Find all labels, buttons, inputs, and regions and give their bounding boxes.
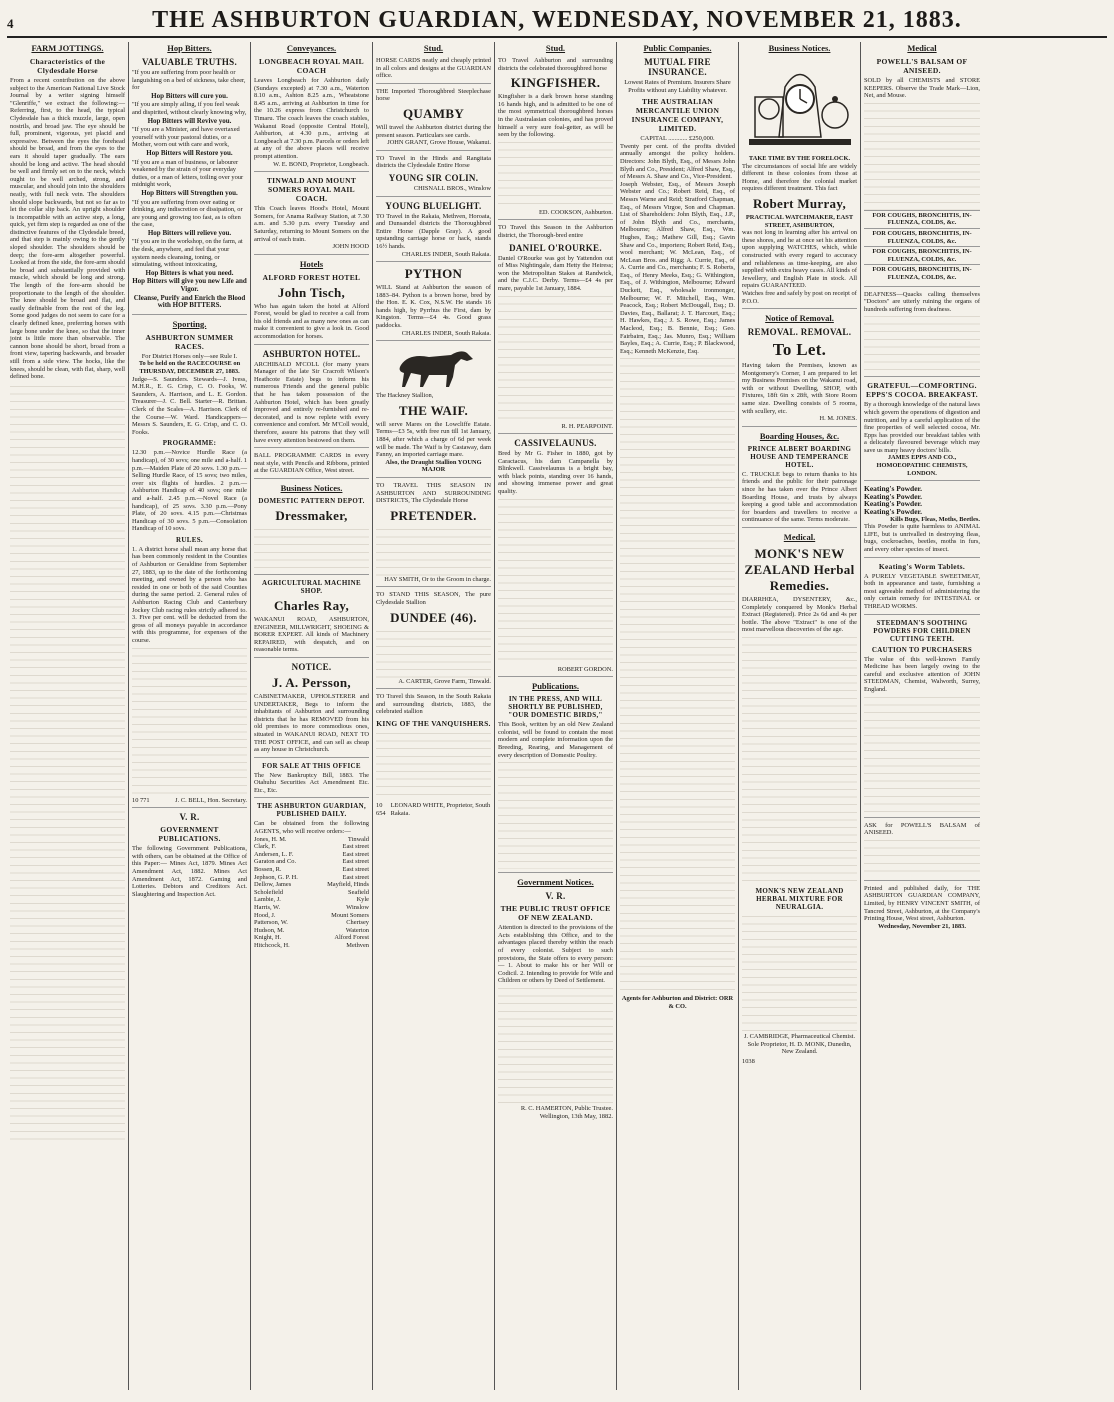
dundee-body xyxy=(376,628,491,678)
coughs-line: FOR COUGHS, BRONCHITIS, IN-FLUENZA, COLDS, &c. xyxy=(864,210,980,228)
pretender-intro: TO TRAVEL THIS SEASON IN ASHBURTON AND SURROUNDING DISTRICTS, The Clydesdale Horse xyxy=(376,482,491,505)
agent-row xyxy=(254,881,369,889)
powell-body: SOLD by all CHEMISTS and STORE KEEPERS. Observe the Trade Mark—Lion, Net, and Mouse. xyxy=(864,77,980,100)
hotels-heading: Hotels xyxy=(299,258,324,269)
pto-footer: R. C. HAMERTON, Public Trustee. Wellington, 13th May, 1882. xyxy=(520,1104,613,1120)
agent-name: Patterson, W. xyxy=(254,919,288,927)
column-hop-bitters xyxy=(129,42,251,1390)
epps-ad xyxy=(864,381,980,481)
column-heading: Medical xyxy=(907,43,937,53)
coach-body: Leaves Longbeach for Ashburton daily (Sundays excepted) at 7.30 a.m., Waterton 8.10 a.m., Ashton 8.25 a.m., Wheatstone 8.45 a.m., arriving at Ashburton in time for the 10.26 express from Christchurch to Timaru. The coach leaves the coach stables, Wakanui Road (opposite Central Hotel), Ashburton, at 4.30 p.m., arriving at Longbeach at 7.30 p.m. Parcels or orders left at any of the above places will receive prompt attention. xyxy=(254,77,369,160)
ask-continuation xyxy=(864,837,980,877)
tisch-title: ALFORD FOREST HOTEL xyxy=(262,272,361,282)
waif-footer: Also, the Draught Stallion YOUNG MAJOR xyxy=(385,458,482,474)
agent-row xyxy=(254,858,369,866)
races-sub: For District Horses only—see Rule I. xyxy=(141,352,238,360)
columns xyxy=(7,42,1107,1390)
article-continuation xyxy=(10,383,125,1143)
persson-name: J. A. Persson, xyxy=(272,674,351,690)
hop-line: "If you are simply ailing, if you feel weak and dispirited, without clearly knowing why, xyxy=(132,101,247,116)
agent-place: Tinwald xyxy=(347,835,369,843)
kingfisher-intro: TO Travel Ashburton and surrounding districts the celebrated thoroughbred horse xyxy=(498,57,613,72)
hop-line: "If you are suffering from poor health or languishing on a bed of sickness, take cheer, for xyxy=(132,69,246,92)
bluelight-title: YOUNG BLUELIGHT. xyxy=(385,200,482,211)
hop-line: Hop Bitters is what you need. xyxy=(145,268,234,277)
agent-place: Waterton xyxy=(345,926,369,934)
agent-place: East street xyxy=(342,858,369,866)
waif-intro: The Hackney Stallion, xyxy=(376,392,434,400)
monk-title: MONK'S NEW ZEALAND Herbal Remedies. xyxy=(744,546,855,593)
clock-caption: TAKE TIME BY THE FORELOCK. xyxy=(748,155,851,162)
agent-row xyxy=(254,927,369,935)
agent-place: Alford Forest xyxy=(334,934,369,942)
hop-line: Cleanse, Purify and Enrich the Blood with HOP BITTERS. xyxy=(133,293,246,310)
secretary: J. C. BELL, Hon. Secretary. xyxy=(175,796,247,804)
coach-ad xyxy=(254,57,369,172)
press-body: This Book, written by an old New Zealand colonist, will be found to contain the most modern and complete information upon the Breeding, Rearing, and Management of every description of Domestic Poultry. xyxy=(498,721,613,759)
monk-agents: J. CAMBRIDGE, Pharmaceutical Chemist. Sole Proprietor, H. D. MONK, Dunedin, New Zealand. xyxy=(743,1032,856,1056)
powell-ad xyxy=(864,57,980,287)
ash-title: ASHBURTON HOTEL. xyxy=(262,348,361,359)
oroarke-footer: R. H. PEARPOINT. xyxy=(561,422,613,430)
masthead xyxy=(7,6,1107,38)
races-officials: Judge—S. Saunders. Stewards—J. Ivess, M.H.R., E. G. Crisp, C. O. Fooks, W. Saunders, A. Harrison, and L. E. Gordon. Treasurer—J. C. Bell. Starter—R. Brittan. Clerk of the Scales—A. Harrison. Clerk of the Course—W. Ward. Handicappers—Messrs S. Saunders, E. G. Crisp, and C. O. Fooks. xyxy=(132,375,247,436)
ad-number: 10 654 xyxy=(376,801,386,817)
agent-row xyxy=(254,896,369,904)
agent-name: Lambie, J. xyxy=(254,896,281,904)
almanac-title: THE ASHBURTON GUARDIAN, PUBLISHED DAILY. xyxy=(256,802,366,819)
dundee-footer: A. CARTER, Grove Farm, Tinwald. xyxy=(398,677,491,685)
article-body: From a recent contribution on the above subject to the American National Live Stock Journal by a writer signing himself "Glenriffe," we extract the following:— Referring, first, to the head, the typical Clydesdale has a thick muzzle, large, open nostrils, and broad jaw. The eye should be full, prominent, vigorous, yet placid and expressive. Between the eyes the forehead should be broad, and from the eyes to the ears it should taper gradually. The ears should be long and active. The head should be well and firmly set on to the neck, which ought to be well arched, strong, and muscular, and should join into the shoulders neatly, with full neck vein. The shoulders should slope backwards, but not so far as to let the collar slip back. An upright shoulder is incompatible with an active step, a long, quick, yet firm step is regarded as one of the distinctive features of the Clydesdale breed, and that step is mainly owing to the gently sloped shoulder. The shoulders should be deep; the fore-arm altogether powerful. Looked at from the side, the fore-arm should be broad and substantially provided with muscle, which should be long and strong. The length of the fore-arm should be proportionate to the length of the shoulder. The knee should be broad and flat, and easily definable from the rest of the leg. Some good judges do not seem to care for a clearly defined knee, preferring horses with large bone under the knee, so that the inner joint is little more than observable. The cannon bone should be short, broad from a front view, tapering backwards, and broader still from a side view. The hocks, like the knees, should be clean, with flat, sharp, well defined bone. xyxy=(10,77,125,381)
young-footer: CHISNALL BROS., Winslow xyxy=(413,184,491,192)
bluelight-footer: CHARLES INDER, South Rakaia. xyxy=(401,250,491,258)
agent-name: Clark, F. xyxy=(254,843,277,851)
murray-trade: PRACTICAL WATCHMAKER, EAST STREET, ASHBURTON, xyxy=(745,213,854,229)
clock-engraving-icon xyxy=(745,57,855,152)
coughs-list xyxy=(864,210,980,283)
hop-line: Hop Bitters will Revive you. xyxy=(147,116,232,125)
column-heading: Stud. xyxy=(545,43,566,53)
hop-line: Hop Bitters will give you new Life and Vigor. xyxy=(132,277,247,294)
dress-body xyxy=(254,526,369,571)
amuic-continuation xyxy=(620,355,735,995)
steedman-title: STEEDMAN'S SOOTHING POWDERS FOR CHILDREN CUTTING TEETH. xyxy=(873,618,971,643)
oroarke-continuation xyxy=(498,293,613,423)
king-proprietor: LEONARD WHITE, Proprietor, South Rakaia. xyxy=(390,801,491,817)
hop-line: "If you are in the workshop, on the farm, at the desk, anywhere, and feel that your system needs cleansing, toning, or stimulating, without intoxicating, xyxy=(132,238,243,269)
young-title: YOUNG SIR COLIN. xyxy=(388,172,479,183)
deafness-title: DEAFNESS—Quacks calling themselves "Doctors" are utterly ruining the organs of hundreds suffering from deafness. xyxy=(864,290,980,313)
hop-line: "If you are a Minister, and have overtaxed yourself with your pastoral duties, or a Mother, worn out with care and work, xyxy=(132,126,240,149)
removal-heading: Notice of Removal. xyxy=(765,313,834,324)
article-title: Characteristics of the Clydesdale Horse xyxy=(29,57,106,75)
dundee-title: DUNDEE (46). xyxy=(390,609,477,625)
powell-continuation xyxy=(864,100,980,210)
press-continuation xyxy=(498,759,613,869)
rules-body: 1. A district horse shall mean any horse that has been commonly resident in the Counties of Ashburton or Geraldine from September 27, 1883, up to the date of the forthcoming meeting, and owned by a person who has resided in one or both of the said Counties during the same period. 2. General rules of Ashburton Racing Club and Canterbury Jockey Club racing rules strictly adhered to. 3. Five per cent. will be deducted from the gross of all moneys payable in accordance with this programme, for expenses of the course. xyxy=(132,545,247,644)
agent-name: Knight, H. xyxy=(254,934,282,942)
waif-title: THE WAIF. xyxy=(398,402,469,418)
agent-row xyxy=(254,889,369,897)
column-public-companies xyxy=(617,42,739,1390)
murray-footer: Watches free and safely by post on receipt of P.O.O. xyxy=(742,289,857,305)
races-title: ASHBURTON SUMMER RACES. xyxy=(145,332,234,351)
keating-line: Keating's Powder. xyxy=(864,507,923,517)
pretender-body xyxy=(376,526,491,576)
steedman-continuation xyxy=(864,694,980,814)
hop-line: Hop Bitters will Restore you. xyxy=(146,148,233,157)
pto-title: THE PUBLIC TRUST OFFICE OF NEW ZEALAND. xyxy=(500,904,611,923)
quamby-intro: THE Imported Thoroughbred Steeplechase horse xyxy=(376,87,491,103)
railway-title: TINWALD AND MOUNT SOMERS ROYAL MAIL COACH. xyxy=(266,176,357,204)
agent-row xyxy=(254,851,369,859)
python-body: WILL Stand at Ashburton the season of 1883–84. Python is a brown horse, bred by the Hon. E. K. Cox, N.S.W. He stands 16 hands high, by Pyrrhus the First, dam by Kingston. Terms—£4 4s. Good grass paddocks. xyxy=(376,284,491,330)
agent-row xyxy=(254,942,369,950)
agent-place: Chertsey xyxy=(346,919,369,927)
monk-continuation xyxy=(742,634,857,884)
persson-body: CABINETMAKER, UPHOLSTERER and UNDERTAKER, Begs to inform the inhabitants of Ashburton and surrounding districts that he has REMOVED from his old premises to more commodious ones, situated in WAKANUI ROAD, NEXT TO THE POST OFFICE, and can sell as cheap as any house in Christchurch. xyxy=(254,692,369,754)
oroarke-ad xyxy=(498,224,613,434)
epps-body: By a thorough knowledge of the natural laws which govern the operations of digestion and nutrition, and by a careful application of the fine properties of well selected cocoa, Mr. Epps has provided our breakfast tables with a delicately flavoured beverage which may save us many heavy doctors' bills. xyxy=(864,401,980,454)
column-stud-1 xyxy=(373,42,495,1390)
imprint-text: Printed and published daily, for THE ASHBURTON GUARDIAN COMPANY, Limited, by HENRY VINCENT SMITH, of Tancred Street, Ashburton, at the Company's Printing House, West street, Ashburton. xyxy=(864,884,980,923)
sporting-heading: Sporting. xyxy=(172,318,207,329)
murray-body: was not long in learning after his arrival on these shores, and he at once set his attention upon supplying WATCHES, which, while constructed with every regard to accuracy and reliableness as time-keeping, are also supplied with extra heavy cases. All kinds of Jewellery, and English Plate in stock. All repairs GUARANTEED. xyxy=(742,229,857,290)
rules-heading: RULES. xyxy=(176,535,203,544)
business-heading: Business Notices. xyxy=(280,482,343,493)
column-conveyances xyxy=(251,42,373,1390)
ag-body: WAKANUI ROAD, ASHBURTON, ENGINEER, MILLWRIGHT, SHOEING & BORER EXPERT. All kinds of Machinery REPAIRED, with despatch, and on reasonable terms. xyxy=(254,615,369,654)
kingfisher-footer: ED. COOKSON, Ashburton. xyxy=(538,208,613,216)
hop-line: "If you are a man of business, or labourer weakened by the strain of your everyday duties, or a man of letters, toiling over your midnight work, xyxy=(132,158,244,189)
tolet-ad xyxy=(742,327,857,427)
ball-title: BALL PROGRAMME CARDS in every neat style, with Pencils and Ribbons, printed at the GUARDIAN Office, West street. xyxy=(254,452,369,475)
hop-bitters-ad xyxy=(132,57,247,315)
amuic-shareholders: Joseph Webster, Esq., of Messrs Joseph Webster and Co.; Robert Reid, Esq., of Messrs Warne and Reid; Stratford Chapman, Esq., of Messrs Virgoe, Son and Chapman. List of Shareholders: John Blyth, Esq., J.P., of John Blyth and Co., merchants, Melbourne; Alfred Shaw, Esq., Wm. Hughes, Esq.; Mathew Gill, Esq.; Gavin Shaw and Co., importers; Robert Reid, Esq., wool merchant; W. McLean, Esq., of McLean Bros. and Rigg; A. Currie, Esq., of A. Currie and Co., merchants; F. S. Roberts, Esq., of Henry Meeks, Esq.; G. Withington, Esq., of J. Withington, Melbourne; Edward Duckett, Esq., wholesale ironmonger, Melbourne; W. F. Mitchell, Esq., Wm. Peacock, Esq.; Robert McDougall, Esq.; D. Davies, Esq., Ballarat; J. T. Harcourt, Esq.; H. Hawkes, Esq.; J. S. Rowe, Esq.; James Macleod, Esq.; B. Bennie, Esq.; Geo. Fairbairn, Esq.; Jas. Munro, Esq.; William Bayles, Esq.; A. Currie, Esq.; P. Blackwood, Esq.; Kenneth McKenzie, Esq. xyxy=(620,180,735,355)
cassivelaunus-continuation xyxy=(498,496,613,666)
amuic-title: THE AUSTRALIAN MERCANTILE UNION INSURANCE COMPANY, LIMITED. xyxy=(631,97,724,134)
monk-body: DIARRHŒA, DYSENTERY, &c., Completely conquered by Monk's Herbal Extract (Registered). Price 2s 6d and 4s per bottle. The above "Extract" is one of the most marvellous discoveries of the age. xyxy=(742,596,857,634)
worm-tablets-ad xyxy=(864,562,980,615)
tolet-title: To Let. xyxy=(772,340,827,360)
agent-row xyxy=(254,904,369,912)
tisch-body: Who has again taken the hotel at Alford Forest, would be glad to receive a call from his old friends and as many new ones as can make it convenient to give a look in. Good accommodation for horses. xyxy=(254,302,369,341)
gov-body: The following Government Publications, with others, can be obtained at the Office of this Paper:— Mines Act, 1879. Mines Act Amendment Act, 1882. Mines Act Amendment Act, 1872. Gaming and Lotteries. Debtors and Creditors Act. Slaughtering and Inspection Act. xyxy=(132,845,247,898)
column-heading: FARM JOTTINGS. xyxy=(31,43,104,53)
coach-footer: W. E. BOND, Proprietor, Longbeach. xyxy=(273,160,369,168)
worm-title: Keating's Worm Tablets. xyxy=(878,561,966,571)
agent-name: Scholefield xyxy=(254,888,284,896)
publications-heading: Publications. xyxy=(532,681,579,692)
quamby-body: Will travel the Ashburton district during the present season. Particulars see cards. xyxy=(376,123,491,139)
coughs-line: FOR COUGHS, BRONCHITIS, IN-FLUENZA, COLDS, &c. xyxy=(864,264,980,282)
programme-body: 12.30 p.m.—Novice Hurdle Race (a handicap), of 30 sovs; one mile and a-half. 1 p.m.—Maiden Plate of 20 sovs. 1.30 p.m.—Selling Hurdle Race, of 15 sovs; two miles, over six flights of hurdles. 2 p.m.—Ashburton Handicap of 40 sovs; one mile and a-half. 2.45 p.m.—Novel Race (a handicap), of 25 sovs. 3.30 p.m.—Pony Plate, of 20 sovs. 4.15 p.m.—Christmas Handicap of 30 sovs. 5 p.m.—Consolation Handicap of 10 sovs. xyxy=(132,449,247,533)
keating-list xyxy=(864,485,980,515)
masthead-title: THE ASHBURTON GUARDIAN, WEDNESDAY, NOVEMBER 21, 1883. xyxy=(152,7,962,33)
ag-name: Charles Ray, xyxy=(273,597,350,613)
agents-list xyxy=(254,836,369,950)
removal-title: REMOVAL. REMOVAL. xyxy=(747,327,852,338)
almanac-body: Can be obtained from the following AGENTS, who will receive orders:— xyxy=(254,820,369,836)
monk-ad-number xyxy=(742,1058,857,1066)
kingfisher-continuation xyxy=(498,139,613,209)
agent-name: Garaton and Co. xyxy=(254,858,297,866)
python-footer: CHARLES INDER, South Rakaia. xyxy=(401,329,491,337)
column-medical xyxy=(861,42,983,1390)
hop-line: Hop Bitters will cure you. xyxy=(151,91,228,100)
gov-notices-heading: Government Notices. xyxy=(517,877,594,888)
agent-row xyxy=(254,836,369,844)
boarding-title: PRINCE ALBERT BOARDING HOUSE AND TEMPERANCE HOTEL. xyxy=(747,444,852,469)
agent-name: Jephson, G. P. H. xyxy=(254,873,298,881)
dress-title: DOMESTIC PATTERN DEPOT. xyxy=(258,496,365,505)
agent-row xyxy=(254,874,369,882)
agent-name: Hitchcock, H. xyxy=(254,941,290,949)
bluelight-ad xyxy=(376,201,491,263)
keating-line: Keating's Powder. xyxy=(864,484,923,494)
mutual-body: Lowest Rates of Premium. Insurers Share Profits without any Liability whatever. xyxy=(624,79,731,94)
railway-body: This Coach leaves Hood's Hotel, Mount Somers, for Anama Railway Station, at 7.30 a.m. and 5.30 p.m. every Tuesday and Saturday, returning to Mount Somers on the arrival of each train. xyxy=(254,205,369,243)
murray-name: Robert Murray, xyxy=(752,195,846,211)
coach-title: LONGBEACH ROYAL MAIL COACH xyxy=(259,57,364,75)
ag-machine-ad xyxy=(254,579,369,658)
oroarke-title: DANIEL O'ROURKE. xyxy=(509,242,602,253)
oroarke-intro: TO Travel this Season in the Ashburton district, the Thorough-bred entire xyxy=(498,224,613,239)
boarding-heading: Boarding Houses, &c. xyxy=(759,430,840,441)
hop-line: "If you are suffering from over eating or drinking, any indiscretion or dissipation, or are young and growing too fast, as is often the case, xyxy=(132,198,243,229)
monk-testimonials xyxy=(742,913,857,1033)
quamby-footer: JOHN GRANT, Grove House, Wakanui. xyxy=(387,139,491,147)
railway-footer: JOHN HOOD xyxy=(332,243,369,251)
agent-name: Dellow, James xyxy=(254,881,292,889)
agent-place: Winslow xyxy=(346,904,369,911)
monk-footer: MONK'S NEW ZEALAND HERBAL MIXTURE FOR NEURALGIA. xyxy=(755,886,844,911)
powell-title: POWELL'S BALSAM OF ANISEED. xyxy=(876,57,968,75)
worm-body: A PURELY VEGETABLE SWEETMEAT, both in appearance and taste, furnishing a most agreeable method of administering the only certain remedy for INTESTINAL or THREAD WORMS. xyxy=(864,572,980,610)
epps-title: GRATEFUL—COMFORTING. EPPS'S COCOA. BREAKFAST. xyxy=(866,381,978,400)
agent-name: Jones, H. M. xyxy=(254,835,287,843)
sale-ad xyxy=(254,762,369,799)
medical-heading: Medical. xyxy=(783,532,816,542)
pto-continuation xyxy=(498,985,613,1105)
press-title: IN THE PRESS, AND WILL SHORTLY BE PUBLISHED, "OUR DOMESTIC BIRDS," xyxy=(508,695,603,720)
ad-number: 10 771 xyxy=(132,796,150,804)
column-heading: Stud. xyxy=(423,43,444,53)
imprint xyxy=(864,885,980,934)
ag-title: AGRICULTURAL MACHINE SHOP. xyxy=(262,578,361,595)
sale-body: The New Bankruptcy Bill, 1883. The Otahuhu Securities Act Amendment Etc. Etc., Etc. xyxy=(254,771,369,794)
public-trust-ad xyxy=(498,891,613,1123)
gov-title: GOVERNMENT PUBLICATIONS. xyxy=(158,825,221,844)
deafness-continuation xyxy=(864,313,980,373)
ask-powell-ad xyxy=(864,822,980,881)
mutual-title: MUTUAL FIRE INSURANCE. xyxy=(644,57,711,77)
python-title: PYTHON xyxy=(404,266,463,282)
kingfisher-ad xyxy=(498,57,613,220)
ask-title: ASK for POWELL'S BALSAM of ANISEED. xyxy=(864,821,980,837)
monk-ad xyxy=(742,546,857,1068)
ash-body: ARCHIBALD M'COLL (for many years Manager of the late Sir Cracroft Wilson's Heathcote Estate) begs to inform his numerous Friends and the general public that he has taken possession of the Ashburton Hotel, which has been greatly improved and entirely re-furnished and re-decorated, and is now replete with every convenience and comfort. Mr M'Coll would, therefore, assure his patrons that they will have every attention bestowed on them. xyxy=(254,360,369,444)
column-heading: Public Companies. xyxy=(643,43,712,53)
keating-body: This Powder is quite harmless to ANIMAL LIFE, but is unrivalled in destroying fleas, bugs, cockroaches, beetles, moths in furs, and every other species of insect. xyxy=(864,523,980,553)
waif-ad xyxy=(376,345,491,478)
agent-row xyxy=(254,934,369,942)
tisch-ad xyxy=(254,273,369,345)
agent-row xyxy=(254,866,369,874)
dressmaker-ad xyxy=(254,497,369,575)
pto-body: Attention is directed to the provisions of the Acts establishing this Office, and to the advantages placed thereby within the reach of every colonist. Subject to such provisions, the State offers to every person:— 1. About to make his or her Will or Codicil. 2. Intending to provide for Wife and Children or others by Deed of Settlement. xyxy=(498,924,613,985)
notice-title: NOTICE. xyxy=(291,661,332,672)
cassivelaunus-title: CASSIVELAUNUS. xyxy=(514,438,597,449)
deafness-ad xyxy=(864,291,980,378)
pretender-footer: HAY SMITH, Or to the Groom in charge. xyxy=(384,575,491,583)
amuic-footer: Agents for Ashburton and District: ORR & CO. xyxy=(621,995,734,1010)
vr-mark: V. R. xyxy=(545,891,566,902)
amuic-body: Twenty per cent. of the profits divided annually amongst the policy holders. Directors: John Blyth, Esq., of Messrs John Blyth and Co., President; Alfred Shaw, Esq., of Messrs A. Shaw and Co., Vice-President. xyxy=(620,142,735,181)
agent-place: Seafield xyxy=(348,888,369,896)
ad-number: 1038 xyxy=(742,1057,755,1065)
ashburton-hotel-ad xyxy=(254,349,369,449)
rules-continuation xyxy=(132,645,247,795)
cassivelaunus-footer: ROBERT GORDON. xyxy=(557,665,613,673)
cassivelaunus-body: Bred by Mr G. Fisher in 1880, got by Caractacus, his dam Campanella by Blinkwell. Cassivelaunus is a bright bay, with black points, standing over 16 hands, and showing immense power and great quality. xyxy=(498,450,613,496)
quamby-title: QUAMBY xyxy=(402,105,465,121)
kingfisher-body: Kingfisher is a dark brown horse standing 16 hands high, and is admitted to be one of the most symmetrical thoroughbred horses in the Australasian colonies, and has proved himself a very sure foal-getter, as will be seen by the following. xyxy=(498,93,613,139)
hop-title: VALUABLE TRUTHS. xyxy=(142,57,237,67)
horse-cards-ad xyxy=(376,57,491,84)
murray-intro: The circumstances of social life are widely different in these colonies from those at Home, and therefore the colonial market requires different treatment. This fact xyxy=(742,162,857,193)
keating-line: Keating's Powder. xyxy=(864,491,923,501)
newspaper-page xyxy=(7,6,1107,1390)
column-heading: Conveyances. xyxy=(286,43,337,53)
dress-name: Dressmaker, xyxy=(275,507,348,523)
dundee-intro: TO STAND THIS SEASON, The pure Clydesdale Stallion xyxy=(376,591,491,606)
python-ad xyxy=(376,266,491,341)
agent-name: Hood, J. xyxy=(254,911,276,919)
pretender-title: PRETENDER. xyxy=(390,507,477,523)
sale-title: FOR SALE AT THIS OFFICE xyxy=(262,761,361,770)
railway-coach-ad xyxy=(254,176,369,255)
vr-mark: V. R. xyxy=(179,812,200,823)
column-heading: Hop Bitters. xyxy=(167,43,212,53)
coughs-line: FOR COUGHS, BRONCHITIS, IN-FLUENZA, COLDS, &c. xyxy=(864,228,980,246)
agent-place: Methven xyxy=(346,941,369,949)
agent-place: Mount Somers xyxy=(331,911,369,919)
caution-body: The value of this well-known Family Medicine has been largely owing to the careful and exclusive attention of JOHN STEEDMAN, Chemist, Walworth, Surrey, England. xyxy=(864,655,980,693)
king-ad xyxy=(376,693,491,820)
hop-line: Hop Bitters will Strengthen you. xyxy=(141,188,238,197)
cassivelaunus-ad xyxy=(498,438,613,677)
agent-place: Kyle xyxy=(356,896,369,904)
tolet-body: Having taken the Premises, known as Montgomery's Corner, I am prepared to let my Business Premises on the Wakanui road, with or without Dwelling, SHOP, with Fixtures, 18ft 6in x 28ft, with Store Room same size. Dwelling consists of 5 rooms, with scullery, etc. xyxy=(742,362,857,415)
gov-publications-ad xyxy=(132,812,247,901)
races-ad xyxy=(132,333,247,808)
pretender-ad xyxy=(376,482,491,587)
murray-ad xyxy=(742,57,857,309)
agents-ad xyxy=(254,802,369,952)
epps-footer: JAMES EPPS AND CO., HOMOEOPATHIC CHEMISTS, LONDON. xyxy=(876,454,968,477)
programme-heading: PROGRAMME: xyxy=(162,439,217,448)
agent-row xyxy=(254,912,369,920)
ball-cards-ad xyxy=(254,452,369,479)
agent-name: Harris, W. xyxy=(254,904,281,911)
tolet-footer: H. M. JONES. xyxy=(819,415,857,423)
amuic-capital: CAPITAL ............ £250,000. xyxy=(640,135,715,143)
column-stud-2 xyxy=(495,42,617,1390)
horse-engraving-icon xyxy=(389,345,479,389)
column-heading: Business Notices. xyxy=(768,43,831,53)
waif-body: will serve Mares on the Lowcliffe Estate. Terms—£3 5s, with free run till 1st January, 1884, after which a charge of 6d per week will be made. The Waif is by Castaway, dam Fanny, an imported carriage mare. xyxy=(376,420,491,459)
agent-place: Mayfield, Hinds xyxy=(327,881,369,889)
agent-row xyxy=(254,919,369,927)
imprint-date: Wednesday, November 21, 1883. xyxy=(878,922,966,930)
boarding-ad xyxy=(742,445,857,528)
bluelight-body: TO Travel in the Rakaia, Methven, Horoata, and Dunsandel districts the Thoroughbred Entire Horse (Dapple Gray). A good upstanding carriage horse or hack, stands 16½ hands. xyxy=(376,212,491,250)
oroarke-body: Daniel O'Rourke was got by Yattendon out of Miss Nightingale, dam Hetty the Heiress; won the Metropolitan Stakes at Randwick, and the C.J.C. Derby. Terms—£4 4s per mare, payable 1st January, 1884. xyxy=(498,254,613,292)
agent-place: East street xyxy=(342,866,369,874)
boarding-body: C. TRUCKLE begs to return thanks to his friends and the public for their patronage since he has taken over the Prince Albert Boarding House, and trusts by always keeping a good table and accommodation for boarders and travellers to receive a continuance of the same. Terms moderate. xyxy=(742,470,857,524)
agent-name: Bossen, R. xyxy=(254,866,282,874)
domestic-birds-ad xyxy=(498,695,613,873)
column-farm-jottings xyxy=(7,42,129,1390)
agent-name: Andersen, L. F. xyxy=(254,850,294,858)
mutual-fire-ad xyxy=(620,57,735,1014)
hop-lines xyxy=(132,69,247,310)
races-footer xyxy=(132,797,247,805)
agent-place: East street xyxy=(342,873,369,881)
coughs-line: FOR COUGHS, BRONCHITIS, IN-FLUENZA, COLDS, &c. xyxy=(864,246,980,264)
column-business-notices xyxy=(739,42,861,1390)
persson-ad xyxy=(254,662,369,758)
keating-ad xyxy=(864,485,980,557)
kingfisher-title: KINGFISHER. xyxy=(510,75,601,91)
agent-row xyxy=(254,843,369,851)
races-venue: To be held on the RACECOURSE on THURSDAY, DECEMBER 27, 1883. xyxy=(138,360,241,375)
agent-place: East street xyxy=(342,850,369,858)
king-body xyxy=(376,730,491,800)
keating-line: Keating's Powder. xyxy=(864,499,923,509)
agent-place: East street xyxy=(342,843,369,851)
young-body: TO Travel in the Hinds and Rangitata districts the Clydesdale Entire Horse xyxy=(376,154,491,170)
king-title: KING OF THE VANQUISHERS. xyxy=(376,718,491,728)
young-sir-colin-ad xyxy=(376,155,491,197)
kills-line: Kills Bugs, Fleas, Moths, Beetles. xyxy=(890,515,980,523)
caution-title: CAUTION TO PURCHASERS xyxy=(871,645,973,654)
king-intro: TO Travel this Season, in the South Rakaia and surrounding districts, 1883, the celebrated stallion xyxy=(376,693,491,716)
quamby-ad xyxy=(376,88,491,151)
page-number: 4 xyxy=(7,16,14,31)
dundee-ad xyxy=(376,591,491,689)
tisch-name: John Tisch, xyxy=(277,284,346,300)
king-footer xyxy=(376,802,491,817)
steedman-ad xyxy=(864,619,980,818)
hop-line: Hop Bitters will relieve you. xyxy=(147,228,232,237)
cards-title: HORSE CARDS neatly and cheaply printed in all colors and designs at the GUARDIAN office. xyxy=(376,57,491,80)
agent-name: Hudson, M. xyxy=(254,926,285,934)
